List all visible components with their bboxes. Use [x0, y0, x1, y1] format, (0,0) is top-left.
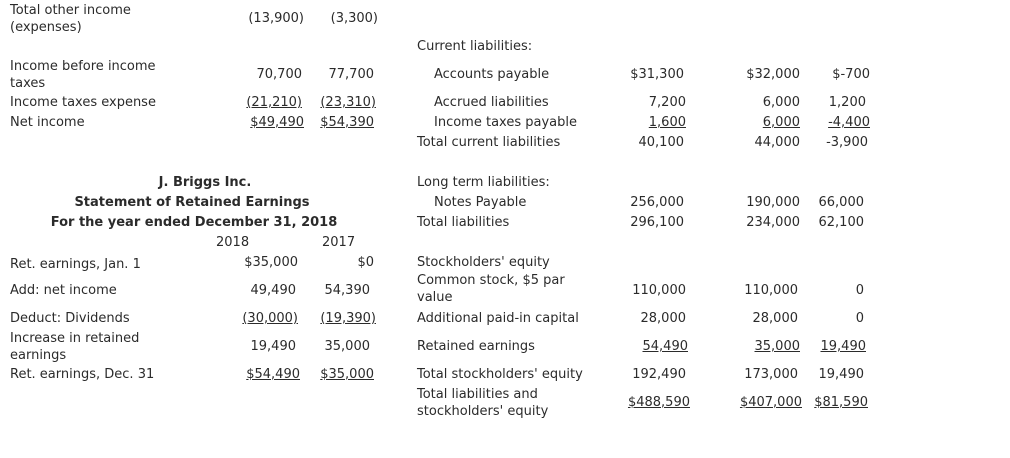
income-row-value-2018: (13,900) — [248, 11, 304, 26]
bs-value-change: $81,590 — [814, 395, 868, 410]
income-row-label: Income before income taxes — [10, 59, 156, 91]
bs-value-2018: $488,590 — [627, 395, 690, 410]
stockholders-equity-header: Stockholders' equity — [417, 255, 550, 270]
bs-value-2017: 6,000 — [762, 115, 800, 130]
re-row-label: Ret. earnings, Dec. 31 — [10, 367, 155, 382]
bs-value-2018: 28,000 — [640, 311, 686, 326]
re-row-label: Add: net income — [10, 283, 117, 298]
re-row-value-2017: (19,390) — [320, 311, 376, 326]
income-row-label: Total other income (expenses) — [10, 3, 131, 35]
bs-value-2017: 234,000 — [746, 215, 800, 230]
bs-value-2018: $31,300 — [630, 67, 684, 82]
bs-row-label: Retained earnings — [417, 339, 535, 354]
bs-value-2018: 1,600 — [648, 115, 686, 130]
bs-row-label: Common stock, $5 par value — [417, 273, 565, 305]
income-row-label: Income taxes expense — [10, 95, 156, 110]
column-header-2017: 2017 — [322, 235, 356, 250]
bs-value-2017: $407,000 — [739, 395, 802, 410]
bs-value-change: 19,490 — [820, 339, 866, 354]
bs-row-label: Total liabilities — [417, 215, 510, 230]
re-row-label: Increase in retained earnings — [10, 331, 140, 363]
long-term-liabilities-header: Long term liabilities: — [417, 175, 550, 190]
bs-value-2018: 296,100 — [630, 215, 684, 230]
bs-value-change: -4,400 — [828, 115, 870, 130]
re-row-label: Ret. earnings, Jan. 1 — [10, 257, 141, 272]
bs-value-2017: 35,000 — [754, 339, 800, 354]
re-row-value-2017: $0 — [357, 255, 374, 270]
re-row-value-2017: 54,390 — [324, 283, 370, 298]
statement-title: Statement of Retained Earnings — [74, 195, 310, 210]
bs-value-2018: 40,100 — [638, 135, 684, 150]
bs-row-label: Income taxes payable — [434, 115, 577, 130]
bs-row-label: Accrued liabilities — [434, 95, 549, 110]
bs-value-2017: 173,000 — [744, 367, 798, 382]
bs-value-2018: 192,490 — [632, 367, 686, 382]
bs-value-change: 19,490 — [818, 367, 864, 382]
bs-value-change: 66,000 — [818, 195, 864, 210]
bs-value-2018: 110,000 — [632, 283, 686, 298]
re-row-value-2017: 35,000 — [324, 339, 370, 354]
statement-period: For the year ended December 31, 2018 — [50, 215, 338, 230]
bs-value-2017: $32,000 — [746, 67, 800, 82]
bs-value-change: 62,100 — [818, 215, 864, 230]
company-name: J. Briggs Inc. — [158, 175, 252, 190]
income-row-value-2017: $54,390 — [320, 115, 374, 130]
bs-row-label: Total current liabilities — [417, 135, 561, 150]
bs-value-change: -3,900 — [826, 135, 868, 150]
bs-row-label: Accounts payable — [434, 67, 550, 82]
re-row-label: Deduct: Dividends — [10, 311, 130, 326]
bs-value-2017: 190,000 — [746, 195, 800, 210]
income-row-value-2018: $49,490 — [250, 115, 304, 130]
bs-value-2018: 54,490 — [642, 339, 688, 354]
bs-value-2017: 28,000 — [752, 311, 798, 326]
re-row-value-2018: (30,000) — [242, 311, 298, 326]
bs-value-change: $-700 — [832, 67, 870, 82]
income-row-value-2017: (23,310) — [320, 95, 376, 110]
bs-value-2017: 110,000 — [744, 283, 798, 298]
bs-value-2018: 7,200 — [648, 95, 686, 110]
income-row-value-2018: 70,700 — [256, 67, 302, 82]
bs-value-change: 0 — [855, 311, 864, 326]
bs-row-label: Total stockholders' equity — [417, 367, 583, 382]
bs-value-change: 1,200 — [828, 95, 866, 110]
bs-value-2017: 6,000 — [762, 95, 800, 110]
re-row-value-2017: $35,000 — [320, 367, 374, 382]
bs-row-label: Notes Payable — [434, 195, 527, 210]
re-row-value-2018: $35,000 — [244, 255, 298, 270]
bs-row-label: Total liabilities and stockholders' equity — [417, 387, 549, 419]
income-row-value-2017: 77,700 — [328, 67, 374, 82]
bs-value-2018: 256,000 — [630, 195, 684, 210]
re-row-value-2018: 19,490 — [250, 339, 296, 354]
re-row-value-2018: $54,490 — [246, 367, 300, 382]
income-row-value-2017: (3,300) — [330, 11, 378, 26]
column-header-2018: 2018 — [216, 235, 250, 250]
re-row-value-2018: 49,490 — [250, 283, 296, 298]
current-liabilities-header: Current liabilities: — [417, 39, 533, 54]
income-row-value-2018: (21,210) — [246, 95, 302, 110]
bs-value-change: 0 — [855, 283, 864, 298]
bs-value-2017: 44,000 — [754, 135, 800, 150]
income-row-label: Net income — [10, 115, 85, 130]
bs-row-label: Additional paid-in capital — [417, 311, 579, 326]
